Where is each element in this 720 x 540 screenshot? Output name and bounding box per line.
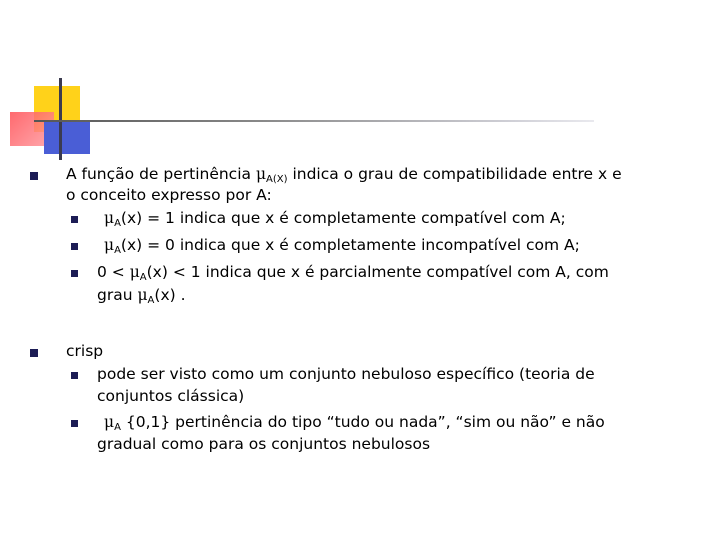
sub-item-text: (x) < 1 indica que x é parcialmente compatível com A, com — [146, 263, 609, 281]
item1-line2: o conceito expresso por A: — [66, 186, 272, 204]
sub-item-text: {0,1} pertinência do tipo “tudo ou nada”, “sim ou não” e não — [120, 413, 605, 431]
item2-sub1-line1: pode ser visto como um conjunto nebuloso específico (teoria de — [97, 365, 595, 383]
sub-bullet-icon — [71, 243, 78, 250]
mu-symbol: μ — [129, 263, 140, 281]
item1-sub1 — [104, 207, 566, 229]
bullet-icon — [30, 172, 38, 180]
sub-item-text: grau — [97, 286, 138, 304]
sub-item-text: 0 < — [97, 263, 130, 281]
item1-sub3 — [97, 261, 609, 283]
mu-symbol: μ — [104, 413, 115, 431]
mu-symbol: μ — [104, 236, 115, 254]
item2-sub2 — [104, 411, 605, 433]
mu-subscript: A — [114, 245, 121, 256]
sub-bullet-icon — [71, 216, 78, 223]
item2-label: crisp — [66, 342, 104, 360]
item2-sub2-line2: gradual como para os conjuntos nebulosos — [97, 435, 431, 453]
mu-symbol: μ — [137, 286, 148, 304]
sub-item-text: (x) = 0 indica que x é completamente incompatível com A; — [120, 236, 580, 254]
mu-subscript: A — [147, 295, 155, 306]
item1-sub3-line2 — [97, 284, 186, 306]
item1-text: A função de pertinência — [66, 165, 256, 183]
mu-subscript: A — [114, 422, 121, 433]
item2-sub1-line2: conjuntos clássica) — [97, 387, 245, 405]
item1-line1 — [66, 163, 622, 185]
bullet-icon — [30, 349, 38, 357]
sub-item-text: (x) = 1 indica que x é completamente compatível com A; — [120, 209, 566, 227]
sub-bullet-icon — [71, 270, 78, 277]
sub-item-text: (x) . — [154, 286, 186, 304]
sub-bullet-icon — [71, 372, 78, 379]
item1-sub2 — [104, 234, 580, 256]
mu-subscript: A — [139, 272, 147, 283]
item1-text: indica o grau de compatibilidade entre x e — [287, 165, 622, 183]
mu-subscript: A — [114, 218, 121, 229]
mu-subscript: A(X) — [266, 174, 288, 185]
sub-bullet-icon — [71, 420, 78, 427]
mu-symbol: μ — [104, 209, 115, 227]
mu-symbol: μ — [255, 165, 267, 183]
